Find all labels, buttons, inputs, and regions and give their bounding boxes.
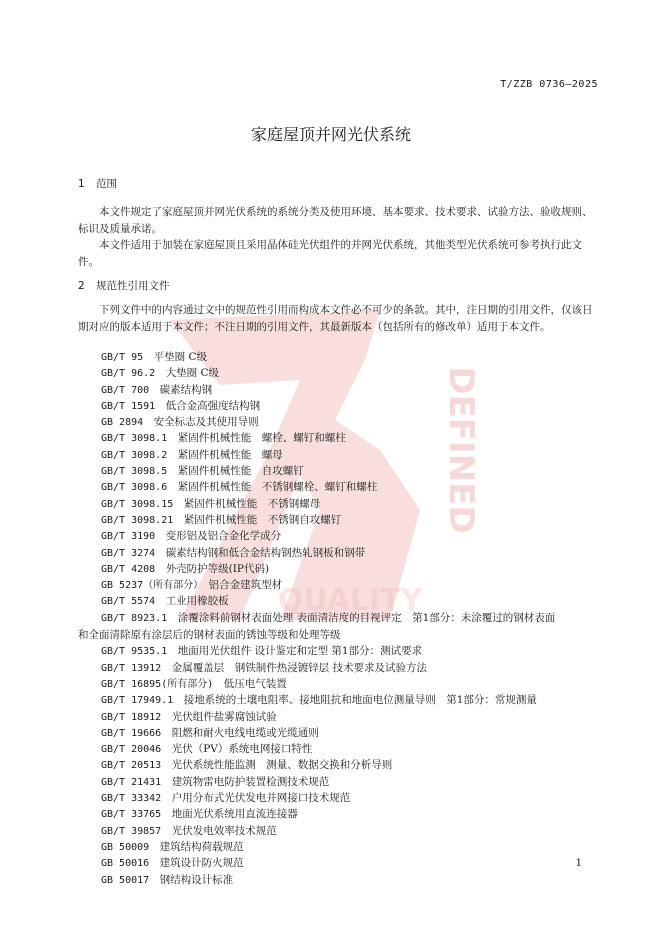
reference-code: GB/T 8923.1 — [101, 612, 168, 624]
reference-title: 低合金高强度结构钢 — [165, 399, 261, 412]
reference-item — [101, 577, 621, 593]
reference-code: GB 50016 — [101, 858, 150, 870]
reference-item — [101, 872, 621, 888]
reference-title: 建筑物雷电防护装置检测技术规范 — [171, 775, 330, 788]
document-title: 家庭屋顶并网光伏系统 — [250, 125, 411, 144]
reference-code: GB/T 13912 — [101, 662, 162, 674]
reference-title: 涂覆涂料前钢材表面处理 表面清洁度的目视评定 第1部分：未涂覆过的钢材表面 — [177, 611, 556, 624]
reference-title: 地面光伏系统用直流连接器 — [171, 808, 298, 821]
reference-list — [78, 349, 621, 888]
reference-title: 户用分布式光伏发电并网接口技术规范 — [171, 792, 351, 805]
reference-code: GB 50017 — [101, 874, 150, 886]
reference-title: 光伏（PV）系统电网接口特性 — [171, 743, 313, 756]
reference-code: GB/T 17949.1 — [101, 695, 174, 707]
reference-item — [101, 512, 621, 528]
reference-item — [101, 823, 621, 839]
scope-paragraph-2: 本文件适用于加装在家庭屋顶且采用晶体硅光伏组件的并网光伏系统，其他类型光伏系统可参考执行此文件。 — [78, 239, 582, 268]
reference-title: 紧固件机械性能 不锈钢螺栓、螺钉和螺柱 — [177, 481, 378, 494]
reference-item — [101, 430, 621, 446]
reference-title: 光伏发电效率技术规范 — [171, 824, 277, 837]
reference-title: 光伏系统性能监测 测量、数据交换和分析导则 — [171, 759, 393, 772]
references-intro-paragraph: 下列文件中的内容通过文中的规范性引用而构成本文件必不可少的条款。其中，注日期的引用文件，仅该日期对应的版本适用于本文件；不注日期的引用文件，其最新版本（包括所有的修改单）适用于本文件。 — [78, 304, 593, 333]
reference-item — [101, 643, 621, 659]
section-number: 1 — [78, 178, 85, 190]
watermark-text-quality: QUALITY — [277, 583, 423, 618]
reference-code: GB/T 18912 — [101, 711, 162, 723]
reference-item — [101, 561, 621, 577]
reference-code: GB/T 3098.21 — [101, 514, 174, 526]
reference-code: GB/T 39857 — [101, 825, 162, 837]
reference-title: 紧固件机械性能 螺栓、螺钉和螺柱 — [177, 432, 346, 445]
reference-item — [101, 725, 621, 741]
section-title: 范围 — [96, 178, 117, 190]
reference-item — [101, 545, 621, 561]
reference-code: GB/T 20046 — [101, 744, 162, 756]
reference-title: 地面用光伏组件 设计鉴定和定型 第1部分：测试要求 — [177, 645, 423, 658]
reference-title: 建筑结构荷载规范 — [159, 840, 244, 853]
reference-item — [101, 496, 621, 512]
reference-title: 金属覆盖层 钢铁制件热浸镀锌层 技术要求及试验方法 — [171, 661, 428, 674]
reference-code: GB/T 4208 — [101, 563, 156, 575]
reference-title: 安全标志及其使用导则 — [153, 416, 259, 429]
reference-code: GB/T 5574 — [101, 596, 156, 608]
reference-title-continuation: 和全面清除原有涂层后的钢材表面的锈蚀等级和处理等级 — [78, 629, 341, 642]
reference-title: 光伏组件盐雾腐蚀试验 — [171, 710, 277, 723]
reference-code: GB/T 3098.1 — [101, 433, 168, 445]
reference-title: 低压电气装置 — [223, 677, 287, 690]
reference-title: 工业用橡胶板 — [165, 595, 229, 608]
reference-code: GB 2894 — [101, 417, 144, 429]
reference-title: 阻燃和耐火电线电缆或光缆通则 — [171, 726, 319, 739]
reference-code: GB/T 3274 — [101, 547, 156, 559]
reference-item — [101, 774, 621, 790]
reference-title: 变形铝及铝合金化学成分 — [165, 530, 282, 543]
reference-title: 铝合金建筑型材 — [208, 579, 283, 592]
reference-code: GB/T 1591 — [101, 400, 156, 412]
section-heading-2 — [78, 278, 170, 293]
reference-item — [101, 349, 621, 365]
reference-code: GB/T 3098.15 — [101, 498, 174, 510]
reference-code: GB/T 3190 — [101, 531, 156, 543]
reference-title: 紧固件机械性能 不锈钢螺母 — [183, 497, 321, 510]
reference-code: GB/T 20513 — [101, 760, 162, 772]
reference-code: GB/T 3098.2 — [101, 449, 168, 461]
reference-item — [101, 855, 621, 871]
reference-item — [101, 463, 621, 479]
reference-code: GB/T 3098.5 — [101, 466, 168, 478]
reference-code: GB/T 3098.6 — [101, 482, 168, 494]
reference-code: GB/T 33342 — [101, 793, 162, 805]
section-number: 2 — [78, 280, 85, 292]
reference-item — [101, 382, 621, 398]
reference-item — [78, 610, 621, 644]
reference-item — [101, 660, 621, 676]
reference-item — [101, 528, 621, 544]
reference-item — [101, 790, 621, 806]
reference-title: 平垫圈 C级 — [153, 351, 208, 363]
reference-title: 外壳防护等级(IP代码) — [165, 562, 270, 575]
reference-title: 紧固件机械性能 不锈钢自攻螺钉 — [183, 513, 342, 526]
reference-code: GB/T 21431 — [101, 776, 162, 788]
reference-code: GB/T 19666 — [101, 727, 162, 739]
standard-number: T/ZZB 0736—2025 — [500, 79, 598, 90]
reference-code: GB/T 96.2 — [101, 368, 156, 380]
section-title: 规范性引用文件 — [96, 280, 170, 292]
watermark-text-defined: DEFINED — [441, 366, 481, 534]
reference-title: 接地系统的土壤电阻率、接地阻抗和地面电位测量导则 第1部分：常规测量 — [183, 694, 537, 707]
reference-item — [101, 806, 621, 822]
reference-item — [101, 479, 621, 495]
reference-item — [101, 741, 621, 757]
reference-title: 紧固件机械性能 自攻螺钉 — [177, 465, 304, 478]
reference-item — [101, 365, 621, 381]
reference-item — [101, 414, 621, 430]
reference-title: 建筑设计防火规范 — [159, 857, 244, 870]
reference-title: 钢结构设计标准 — [159, 873, 234, 886]
reference-code: GB/T 9535.1 — [101, 646, 168, 658]
reference-code: GB/T 33765 — [101, 809, 162, 821]
reference-item — [101, 757, 621, 773]
reference-item — [101, 593, 621, 609]
reference-code: GB/T 16895(所有部分) — [101, 678, 214, 690]
reference-code: GB/T 700 — [101, 384, 150, 396]
reference-item — [101, 709, 621, 725]
reference-item — [101, 447, 621, 463]
reference-title: 碳素结构钢 — [159, 383, 213, 396]
section-heading-1 — [78, 176, 117, 191]
reference-title: 紧固件机械性能 螺母 — [177, 448, 283, 461]
reference-item — [101, 676, 621, 692]
reference-item — [101, 839, 621, 855]
reference-code: GB/T 95 — [101, 352, 144, 363]
reference-code: GB 50009 — [101, 841, 150, 853]
scope-paragraph-1: 本文件规定了家庭屋顶并网光伏系统的系统分类及使用环境、基本要求、技术要求、试验方法、验收规则、标识及质量承诺。 — [78, 206, 593, 235]
page-number: 1 — [575, 858, 582, 869]
reference-title: 碳素结构钢和低合金结构钢热轧钢板和钢带 — [165, 546, 366, 559]
reference-code: GB 5237（所有部分） — [101, 580, 199, 592]
reference-title: 大垫圈 C级 — [165, 367, 220, 380]
reference-item — [101, 692, 621, 708]
reference-item — [101, 398, 621, 414]
